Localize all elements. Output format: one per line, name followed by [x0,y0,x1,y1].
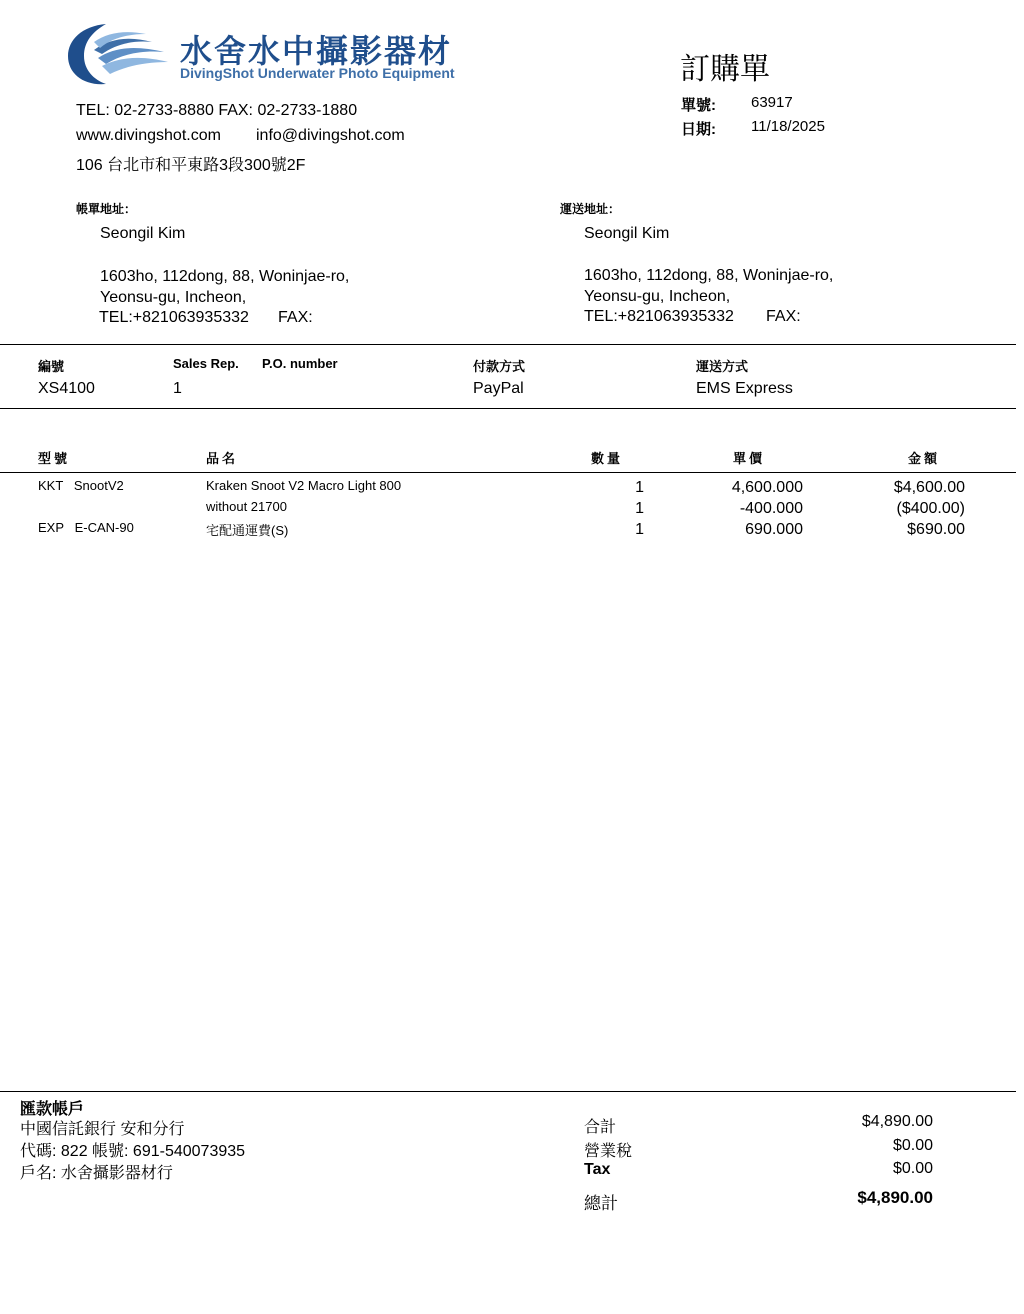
bank-account: 代碼: 822 帳號: 691-540073935 [20,1143,246,1160]
column-header-amount: 金額 [908,451,941,466]
divider [0,472,1016,473]
divider [0,344,1016,345]
company-address: 106 台北市和平東路3段300號2F [76,157,306,174]
item-name: 宅配通運費(S) [206,523,289,538]
item-name: without 21700 [206,499,287,514]
item-amount: $690.00 [907,521,965,538]
item-unit-price: -400.000 [739,500,803,517]
grand-total-label: 總計 [584,1194,618,1213]
company-website[interactable]: www.divingshot.com [76,127,221,144]
column-header-unit-price: 單價 [733,451,766,466]
item-unit-price: 4,600.000 [731,479,803,496]
column-header-qty: 數量 [591,451,624,466]
item-qty: 1 [635,479,644,496]
payment-method-value: PayPal [473,380,524,397]
payment-method-label: 付款方式 [473,359,526,374]
sales-rep-value: 1 [173,380,182,397]
business-tax-label: 營業稅 [584,1143,633,1160]
item-qty: 1 [635,500,644,517]
item-amount: ($400.00) [896,500,965,517]
bank-title: 匯款帳戶 [20,1101,85,1118]
divider [0,1091,1016,1092]
grand-total-value: $4,890.00 [857,1188,933,1207]
business-tax-value: $0.00 [892,1137,933,1154]
shipping-method-value: EMS Express [696,380,793,397]
bank-holder: 戶名: 水舍攝影器材行 [20,1165,173,1182]
shipping-address-label: 運送地址： [560,202,621,216]
order-number: 63917 [751,94,793,111]
company-name-en: DivingShot Underwater Photo Equipment [180,65,455,81]
order-date-label: 日期: [681,121,716,138]
shipping-line2: Yeonsu-gu, Incheon, [584,288,731,305]
code-value: XS4100 [38,380,95,397]
po-number-label: P.O. number [262,356,338,371]
shipping-tel: TEL:+821063935332 [584,308,734,325]
order-number-label: 單號: [681,97,716,114]
column-header-name: 品名 [206,451,239,466]
billing-tel: TEL:+821063935332 [99,309,249,326]
item-qty: 1 [635,521,644,538]
shipping-line1: 1603ho, 112dong, 88, Woninjae-ro, [584,267,834,284]
item-model: KKT SnootV2 [38,478,124,493]
shipping-fax: FAX: [766,308,801,325]
billing-line2: Yeonsu-gu, Incheon, [100,289,247,306]
subtotal-value: $4,890.00 [861,1113,933,1130]
billing-line1: 1603ho, 112dong, 88, Woninjae-ro, [100,268,350,285]
shipping-name: Seongil Kim [584,225,670,242]
divider [0,408,1016,409]
company-name-cn: 水舍水中攝影器材 [180,33,453,69]
billing-name: Seongil Kim [100,225,186,242]
item-amount: $4,600.00 [893,479,965,496]
subtotal-label: 合計 [584,1119,617,1136]
bank-name: 中國信託銀行 安和分行 [20,1121,185,1138]
item-name: Kraken Snoot V2 Macro Light 800 [206,478,402,493]
tax-label: Tax [584,1161,611,1178]
billing-address-label: 帳單地址： [76,202,137,216]
order-date: 11/18/2025 [751,118,825,135]
column-header-model: 型號 [38,451,71,466]
code-label: 編號 [38,359,65,374]
item-unit-price: 690.000 [745,521,803,538]
company-email[interactable]: info@divingshot.com [256,127,405,144]
tax-value: $0.00 [892,1160,933,1177]
sales-rep-label: Sales Rep. [173,356,239,371]
billing-fax: FAX: [278,309,313,326]
document-title: 訂購單 [680,53,770,86]
shipping-method-label: 運送方式 [696,359,749,374]
company-logo [64,20,174,88]
item-model: EXP E-CAN-90 [38,520,134,535]
company-phone-fax: TEL: 02-2733-8880 FAX: 02-2733-1880 [76,102,358,119]
